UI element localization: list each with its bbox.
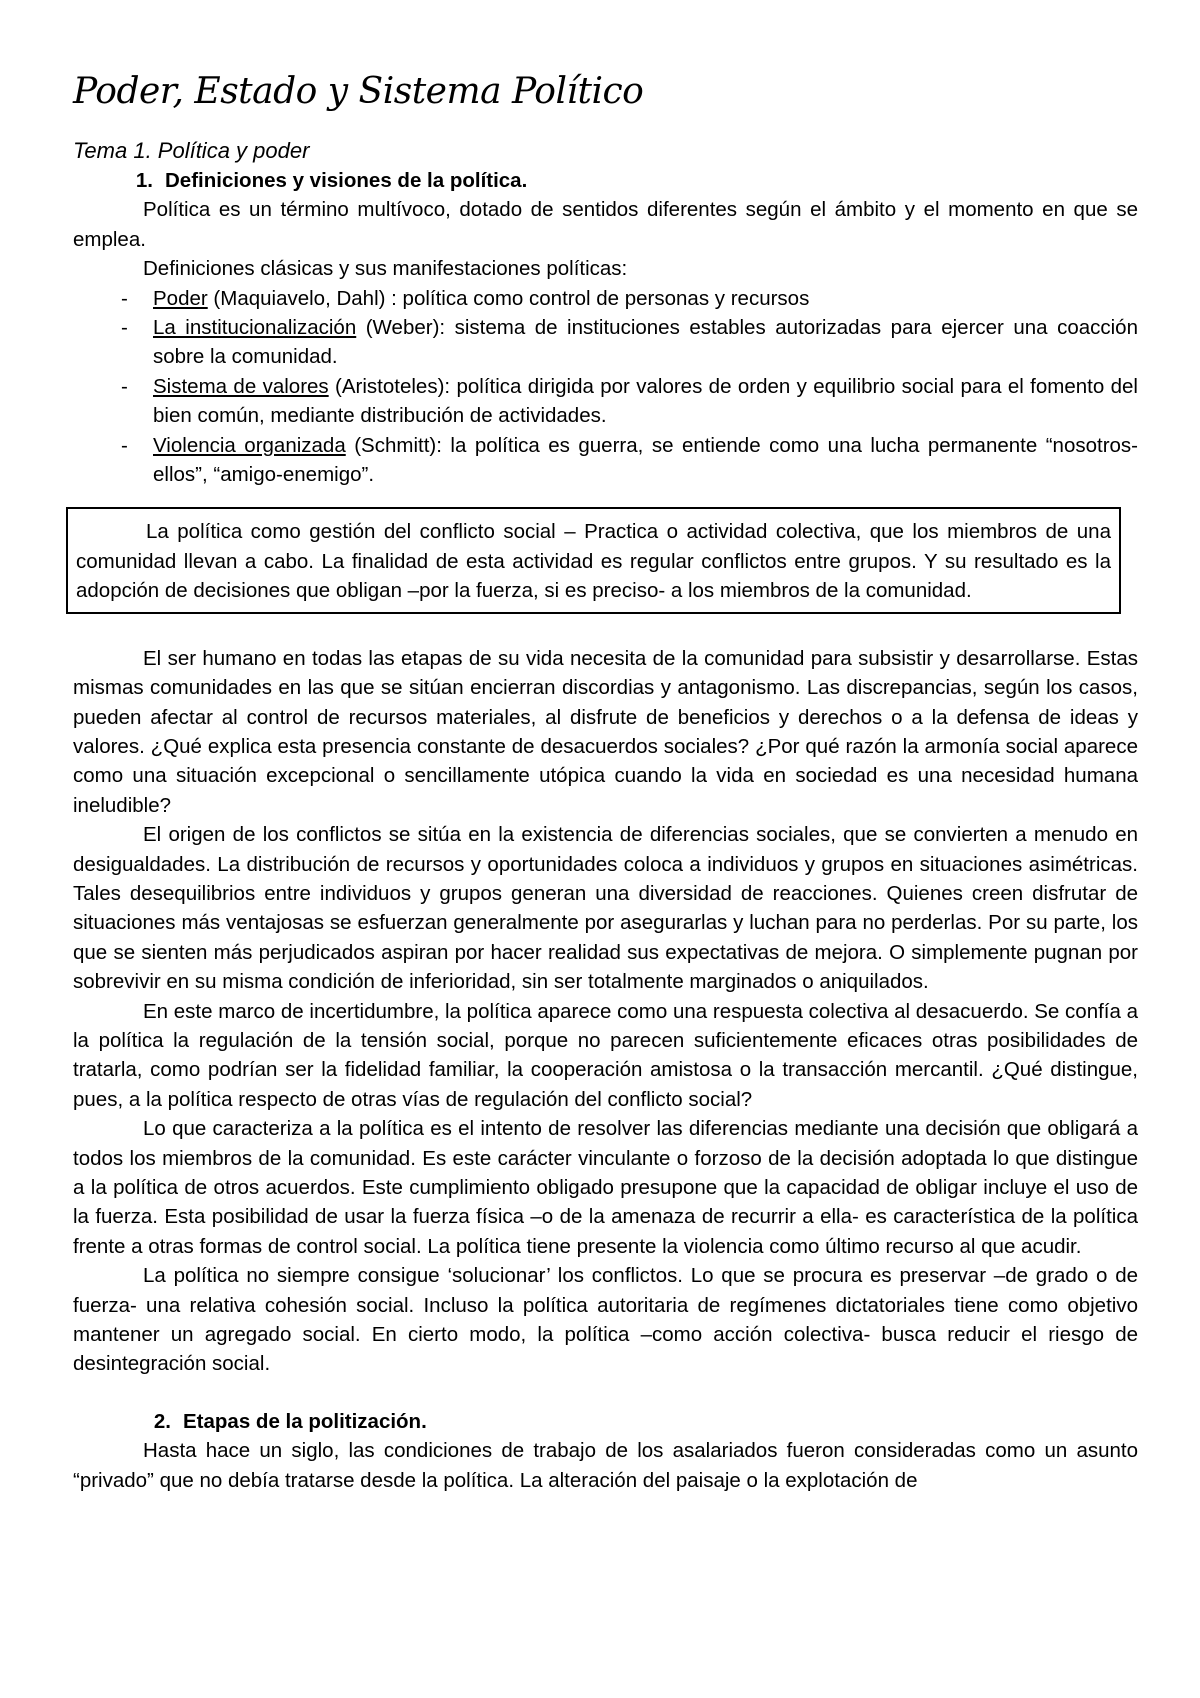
body-paragraph: Hasta hace un siglo, las condiciones de trabajo de los asalariados fueron consideradas como un asunto “privado” que no debía tratarse desde la política. La alteración del paisaje o la explotación de [73, 1439, 1138, 1492]
section-1-number: 1. [135, 169, 153, 192]
body-paragraph: El ser humano en todas las etapas de su vida necesita de la comunidad para subsistir y desarrollarse. Estas mismas comunidades en las que se sitúan encierran discordias y antagonismo. Las discrepancias, según los casos, pueden afectar al control de recursos materiales, al disfrute de beneficios y derechos o a la defensa de ideas y valores. ¿Qué explica esta presencia constante de desacuerdos sociales? ¿Por qué razón la armonía social aparece como una situación excepcional o sencillamente utópica cuando la vida en sociedad es una necesidad humana ineludible? [73, 646, 1138, 817]
section-2-number: 2. [153, 1409, 171, 1433]
body-paragraph: Lo que caracteriza a la política es el intento de resolver las diferencias mediante una decisión que obligará a todos los miembros de la comunidad. Es este carácter vinculante o forzoso de la decisión adoptada lo que distingue a la política de otros acuerdos. Este cumplimiento obligado presupone que la capacidad de obligar incluye el uso de la fuerza. Esta posibilidad de usar la fuerza física –o de la amenaza de recurrir a ella- es característica de la política frente a otras formas de control social. La política tiene presente la violencia como último recurso al que acudir. [73, 1117, 1138, 1258]
document-page [73, 70, 1138, 1495]
body-paragraph: La política no siempre consigue ‘solucionar’ los conflictos. Lo que se procura es preservar –de grado o de fuerza- una relativa cohesión social. Incluso la política autoritaria de regímenes dictatoriales tiene como objetivo mantener un agregado social. En cierto modo, la política –como acción colectiva- busca reducir el riesgo de desintegración social. [73, 1264, 1138, 1376]
list-item [73, 431, 1138, 490]
definition-text: (Weber): sistema de instituciones estables autorizadas para ejercer una coacción sobre la comunidad. [153, 316, 1138, 369]
dash-bullet: - [121, 374, 128, 398]
definition-term: Sistema de valores [153, 374, 329, 398]
definition-term: Violencia organizada [153, 433, 346, 457]
classic-definitions-intro: Definiciones clásicas y sus manifestaciones políticas: [143, 257, 628, 281]
list-item [73, 284, 1138, 313]
dash-bullet: - [121, 433, 128, 457]
dash-bullet: - [121, 286, 128, 310]
definitions-list [73, 284, 1138, 490]
body-paragraph: El origen de los conflictos se sitúa en la existencia de diferencias sociales, que se convierten a menudo en desigualdades. La distribución de recursos y oportunidades coloca a individuos y grupos en situaciones asimétricas. Tales desequilibrios entre individuos y grupos generan una diversidad de reacciones. Quienes creen disfrutar de situaciones más ventajosas se esfuerzan generalmente por asegurarlas y luchan para no perderlas. Por su parte, los que se sienten más perjudicados aspiran por hacer realidad sus expectativas de mejora. O simplemente pugnan por sobrevivir en su misma condición de inferioridad, sin ser totalmente marginados o aniquilados. [73, 823, 1138, 994]
definition-term: Poder [153, 286, 208, 310]
list-item [73, 372, 1138, 431]
body-paragraph: En este marco de incertidumbre, la política aparece como una respuesta colectiva al desacuerdo. Se confía a la política la regulación de la tensión social, porque no parecen suficientemente eficaces otras posibilidades de tratarla, como podrían ser la fidelidad familiar, la cooperación amistosa o la transacción mercantil. ¿Qué distingue, pues, a la política respecto de otras vías de regulación del conflicto social? [73, 999, 1138, 1111]
highlight-box-text: La política como gestión del conflicto social – Practica o actividad colectiva, que los miembros de una comunidad llevan a cabo. La finalidad de esta actividad es regular conflictos entre grupos. Y su resultado es la adopción de decisiones que obligan –por la fuerza, si es preciso- a los miembros de la comunidad. [76, 520, 1111, 603]
dash-bullet: - [121, 316, 128, 340]
definition-term: La institucionalización [153, 316, 357, 340]
list-item [73, 313, 1138, 372]
document-title: Poder, Estado y Sistema Político [73, 71, 644, 112]
section-2-heading [73, 1407, 1138, 1436]
document-subtitle: Tema 1. Política y poder [73, 138, 310, 163]
definition-text: (Aristoteles): política dirigida por valores de orden y equilibrio social para el fomento del bien común, mediante distribución de actividades. [153, 374, 1138, 428]
spacer [73, 614, 1138, 644]
definition-text: (Schmitt): la política es guerra, se entiende como una lucha permanente “nosotros-ellos”, “amigo-enemigo”. [153, 433, 1139, 487]
section-1-intro: Política es un término multívoco, dotado de sentidos diferentes según el ámbito y el momento en que se emplea. [73, 198, 1138, 251]
spacer [73, 1379, 1138, 1407]
section-2-title: Etapas de la politización. [183, 1409, 427, 1433]
section-1-title: Definiciones y visiones de la política. [165, 169, 528, 192]
definition-text: (Maquiavelo, Dahl) : política como control de personas y recursos [207, 286, 810, 310]
highlight-box [66, 507, 1121, 613]
section-1-heading [73, 166, 1138, 195]
